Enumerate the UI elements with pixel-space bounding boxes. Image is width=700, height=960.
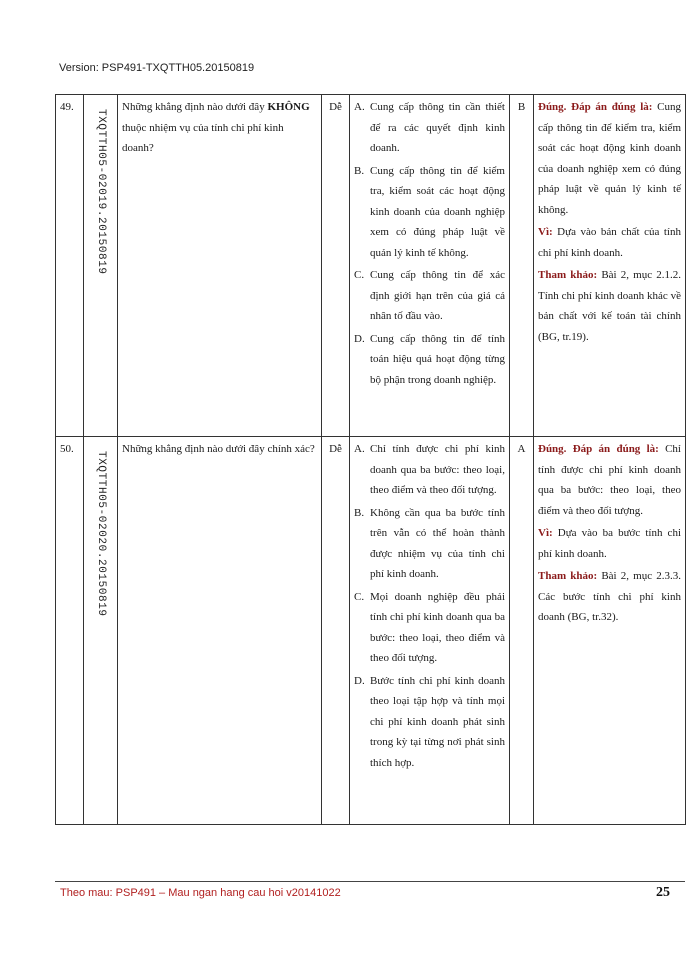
correct-text: Cung cấp thông tin để kiểm tra, kiểm soát các hoạt động kinh doanh của doanh nghiệp xem có đúng pháp luật về quản lý kinh tế không.	[538, 101, 681, 216]
footer-template-note: Theo mau: PSP491 – Mau ngan hang cau hoi v20141022	[60, 887, 341, 899]
option-a	[354, 97, 505, 159]
option-letter: B.	[354, 506, 365, 519]
correct-answer: A	[510, 437, 534, 825]
explanation	[534, 437, 686, 825]
page-number: 25	[656, 885, 670, 900]
ref-label: Tham khảo:	[538, 269, 598, 281]
correct-label: Đúng. Đáp án đúng là:	[538, 101, 653, 113]
question-table	[55, 94, 686, 825]
option-text: Cung cấp thông tin để xác định giới hạn trên của giá cả nhân tố đầu vào.	[370, 269, 505, 322]
question-text-part: Những khẳng định nào dưới đây	[122, 101, 268, 113]
answer-options	[350, 95, 510, 437]
option-text: Cung cấp thông tin cần thiết để ra các quyết định kinh doanh.	[370, 101, 505, 154]
explanation-correct	[538, 97, 681, 220]
answer-options	[350, 437, 510, 825]
question-text	[118, 95, 322, 437]
option-d	[354, 671, 505, 774]
question-text-part: thuộc nhiệm vụ của tính chi phí kinh doanh?	[122, 121, 284, 154]
correct-answer: B	[510, 95, 534, 437]
why-text: Dựa vào ba bước tính chi phí kinh doanh.	[538, 527, 681, 560]
explanation-reference	[538, 265, 681, 347]
option-letter: D.	[354, 332, 365, 345]
question-number: 49.	[56, 95, 84, 437]
correct-text: Chỉ tính được chi phí kinh doanh qua ba bước: theo loại, theo điểm và theo đối tượng.	[538, 443, 681, 517]
question-code: TXQTTH05-02020.20150819	[94, 451, 107, 617]
question-text	[118, 437, 322, 825]
why-text: Dựa vào bản chất của tính chi phí kinh doanh.	[538, 226, 681, 259]
explanation-reason	[538, 523, 681, 564]
option-c	[354, 587, 505, 669]
version-header: Version: PSP491-TXQTTH05.20150819	[59, 62, 255, 74]
option-text: Cung cấp thông tin để kiểm tra, kiểm soát các hoạt động kinh doanh của doanh nghiệp xem có đúng pháp luật về quản lý kinh tế không.	[370, 164, 505, 259]
ref-label: Tham khảo:	[538, 570, 598, 582]
option-text: Chỉ tính được chi phí kinh doanh qua ba bước: theo loại, theo điểm và theo đối tượng.	[370, 443, 505, 496]
question-number: 50.	[56, 437, 84, 825]
why-label: Vì:	[538, 527, 553, 539]
option-b	[354, 503, 505, 585]
question-emphasis: KHÔNG	[267, 101, 310, 113]
option-letter: A.	[354, 101, 365, 113]
explanation-reference	[538, 566, 681, 628]
option-letter: D.	[354, 674, 365, 687]
why-label: Vì:	[538, 226, 553, 238]
footer-divider	[55, 881, 685, 882]
question-code: TXQTTH05-02019.20150819	[94, 109, 107, 275]
option-text: Không cần qua ba bước tính trên vẫn có thể hoàn thành được nhiệm vụ của tính chi phí kinh doanh.	[370, 506, 505, 580]
option-a	[354, 439, 505, 501]
correct-label: Đúng. Đáp án đúng là:	[538, 443, 659, 455]
option-d	[354, 329, 505, 391]
option-b	[354, 161, 505, 264]
question-code-cell	[84, 95, 118, 437]
difficulty-level: Dễ	[322, 437, 350, 825]
option-text: Cung cấp thông tin để tính toán hiệu quả hoạt động từng bộ phận trong doanh nghiệp.	[370, 332, 505, 386]
question-text-part: Những khẳng định nào dưới đây chính xác?	[122, 443, 315, 455]
option-text: Mọi doanh nghiệp đều phải tính chi phí kinh doanh qua ba bước: theo loại, theo điểm và theo đối tượng.	[370, 590, 505, 664]
explanation-correct	[538, 439, 681, 521]
option-c	[354, 265, 505, 327]
explanation-reason	[538, 222, 681, 263]
question-row	[56, 437, 686, 825]
difficulty-level: Dễ	[322, 95, 350, 437]
option-letter: A.	[354, 443, 365, 455]
ref-text: Bài 2, mục 2.1.2. Tính chi phí kinh doanh khác về bản chất với kế toán tài chính (BG, tr.19).	[538, 269, 681, 343]
option-letter: C.	[354, 269, 365, 281]
option-text: Bước tính chi phí kinh doanh theo loại tập hợp và tính mọi chi phí kinh doanh phát sinh trong kỳ tại từng nơi phát sinh thích hợp.	[370, 674, 505, 769]
question-row	[56, 95, 686, 437]
question-code-cell	[84, 437, 118, 825]
ref-text: Bài 2, mục 2.3.3. Các bước tính chi phí kinh doanh (BG, tr.32).	[538, 570, 681, 623]
explanation	[534, 95, 686, 437]
option-letter: C.	[354, 590, 365, 603]
option-letter: B.	[354, 164, 365, 177]
